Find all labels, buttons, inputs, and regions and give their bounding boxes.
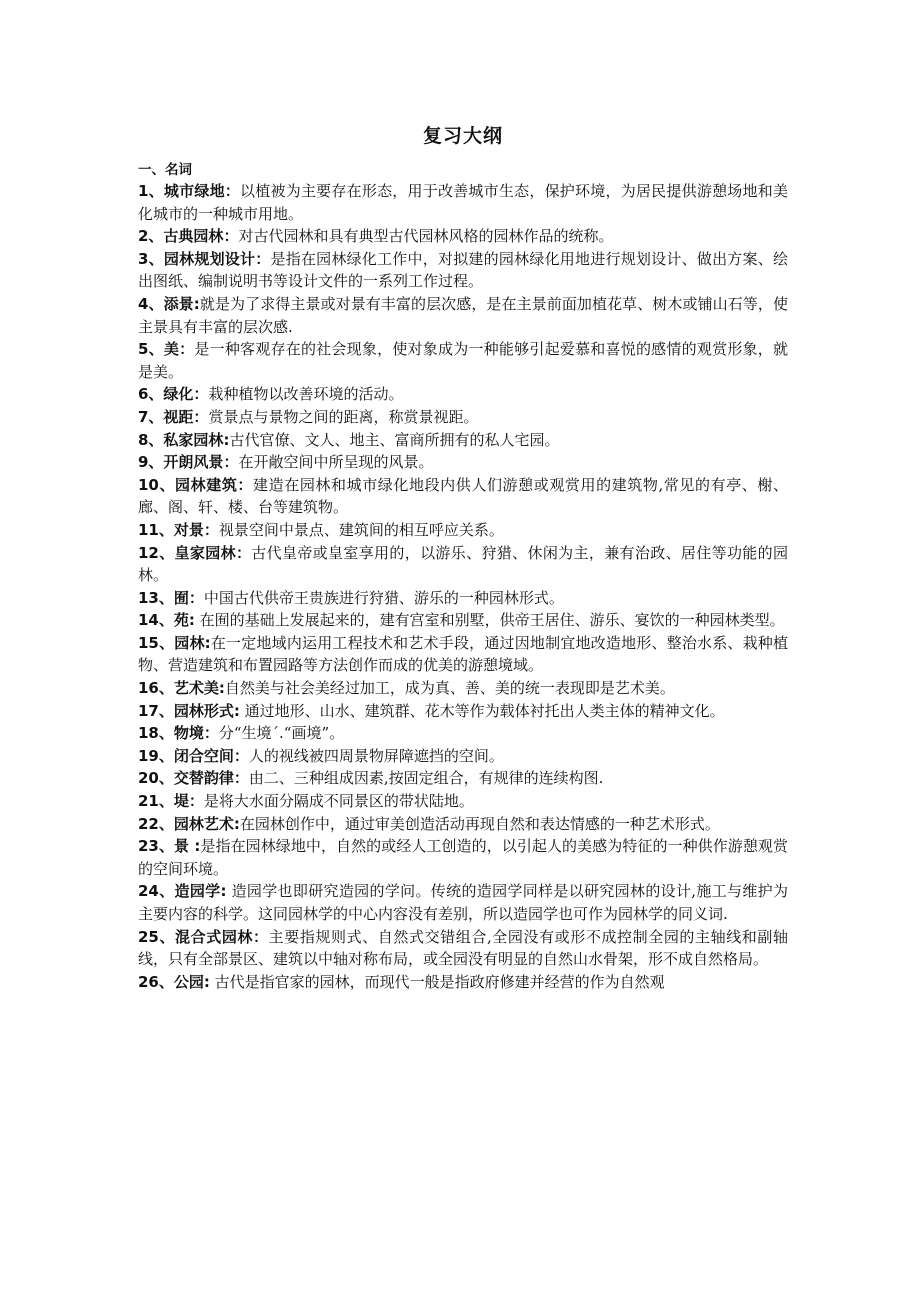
- glossary-term: 4、添景:: [138, 294, 200, 313]
- glossary-term: 12、皇家园林：: [138, 543, 252, 562]
- glossary-entry: [138, 180, 788, 225]
- glossary-term: 7、视距：: [138, 407, 209, 426]
- glossary-entry: [138, 677, 788, 700]
- glossary-entry: [138, 406, 788, 429]
- glossary-entry: [138, 767, 788, 790]
- glossary-term: 14、苑:: [138, 611, 195, 630]
- glossary-term: 24、造园学:: [138, 882, 227, 901]
- glossary-definition: 以植被为主要存在形态，用于改善城市生态，保护环境，为居民提供游憩场地和美化城市的一种城市用地。: [138, 182, 788, 223]
- glossary-entry: [138, 383, 788, 406]
- glossary-term: 26、公园:: [138, 972, 210, 991]
- glossary-term: 16、艺术美:: [138, 679, 225, 698]
- glossary-definition: 在一定地域内运用工程技术和艺术手段，通过因地制宜地改造地形、整治水系、栽种植物、营造建筑和布置园路等方法创作而成的优美的游憩境域。: [138, 633, 788, 675]
- glossary-definition: 是一种客观存在的社会现象，使对象成为一种能够引起爱慕和喜悦的感情的观赏形象，就是美。: [138, 340, 789, 381]
- glossary-term: 11、对景：: [138, 520, 219, 539]
- glossary-entry: [138, 474, 788, 519]
- glossary-entry: [138, 293, 788, 338]
- glossary-term: 21、堤：: [138, 792, 204, 811]
- glossary-entry: [138, 745, 788, 768]
- glossary-entry: [138, 813, 788, 836]
- glossary-entry: [138, 542, 788, 587]
- glossary-term: 6、绿化：: [138, 385, 209, 404]
- glossary-definition: 在开敞空间中所呈现的风景。: [238, 453, 434, 472]
- glossary-term: 18、物境：: [138, 724, 219, 743]
- glossary-definition: 古代官僚、文人、地主、富商所拥有的私人宅园。: [229, 430, 560, 449]
- glossary-term: 23、景 :: [138, 837, 201, 856]
- glossary-entry: [138, 790, 788, 813]
- page-title: 复习大纲: [422, 125, 503, 147]
- glossary-definition: 古代是指官家的园林，而现代一般是指政府修建并经营的作为自然观: [209, 972, 665, 991]
- glossary-entry: [138, 971, 788, 994]
- glossary-entry: [138, 429, 788, 452]
- glossary-definition: 对古代园林和具有典型古代园林风格的园林作品的统称。: [238, 227, 614, 246]
- glossary-term: 10、园林建筑：: [138, 475, 254, 494]
- glossary-definition: 栽种植物以改善环境的活动。: [208, 385, 404, 404]
- glossary-term: 9、开朗风景：: [138, 453, 239, 472]
- glossary-entry: [138, 926, 788, 971]
- glossary-definition: 由二、三种组成因素,按固定组合，有规律的连续构图.: [248, 769, 604, 788]
- glossary-definition: 就是为了求得主景或对景有丰富的层次感，是在主景前面加植花草、树木或铺山石等，使主景具有丰富的层次感.: [138, 294, 789, 336]
- glossary-term: 13、囿：: [138, 588, 204, 607]
- glossary-definition: 是指在园林绿化工作中，对拟建的园林绿化用地进行规划设计、做出方案、绘出图纸、编制说明书等设计文件的一系列工作过程。: [138, 249, 788, 291]
- glossary-definition: 通过地形、山水、建筑群、花木等作为载体衬托出人类主体的精神文化。: [239, 701, 725, 720]
- glossary-definition: 造园学也即研究造园的学问。传统的造园学同样是以研究园林的设计,施工与维护为主要内容的科学。这同园林学的中心内容没有差别，所以造园学也可作为园林学的同义词.: [138, 882, 789, 923]
- glossary-definition: 赏景点与景物之间的距离，称赏景视距。: [208, 407, 479, 426]
- glossary-entry: [138, 632, 788, 677]
- document-page: [138, 122, 788, 993]
- glossary-entry: [138, 609, 788, 632]
- glossary-definition: 是指在园林绿地中，自然的或经人工创造的，以引起人的美感为特征的一种供作游憩观赏的空间环境。: [138, 837, 788, 878]
- glossary-term: 1、城市绿地：: [138, 182, 241, 200]
- glossary-term: 8、私家园林:: [138, 430, 230, 449]
- glossary-term: 22、园林艺术:: [138, 814, 240, 833]
- glossary-term: 17、园林形式:: [138, 701, 240, 720]
- section-heading: 一、名词: [138, 162, 192, 178]
- glossary-definition: 自然美与社会美经过加工，成为真、善、美的统一表现即是艺术美。: [224, 679, 675, 698]
- glossary-term: 3、园林规划设计：: [138, 249, 271, 268]
- glossary-term: 5、美：: [138, 340, 195, 359]
- glossary-definition: 主要指规则式、自然式交错组合,全园没有或形不成控制全园的主轴线和副轴线，只有全部景区、建筑以中轴对称布局，或全园没有明显的自然山水骨架，形不成自然格局。: [138, 927, 788, 969]
- glossary-definition: 是将大水面分隔成不同景区的带状陆地。: [203, 792, 474, 811]
- glossary-entry: [138, 722, 788, 745]
- glossary-definition: 在囿的基础上发展起来的，建有宫室和别墅，供帝王居住、游乐、宴饮的一种园林类型。: [194, 611, 785, 630]
- glossary-entry: [138, 835, 788, 880]
- glossary-entry: [138, 451, 788, 474]
- glossary-definition: 分“生境ˊ.“画境”。: [218, 724, 345, 743]
- glossary-entry: [138, 700, 788, 723]
- glossary-definition: 建造在园林和城市绿化地段内供人们游憩或观赏用的建筑物,常见的有亭、榭、廊、阁、轩、楼、台等建筑物。: [138, 475, 788, 517]
- glossary-term: 15、园林:: [138, 633, 211, 652]
- glossary-entry: [138, 587, 788, 610]
- glossary-definition: 视景空间中景点、建筑间的相互呼应关系。: [218, 520, 504, 539]
- glossary-term: 19、闭合空间：: [138, 746, 249, 765]
- glossary-term: 25、混合式园林：: [138, 927, 269, 946]
- glossary-entry: [138, 519, 788, 542]
- glossary-definition: 古代皇帝或皇室享用的，以游乐、狩猎、休闲为主，兼有治政、居住等功能的园林。: [138, 543, 789, 585]
- glossary-entry: [138, 225, 788, 248]
- glossary-term: 2、古典园林：: [138, 227, 239, 246]
- glossary-entry: [138, 880, 788, 925]
- glossary-definition: 中国古代供帝王贵族进行狩猎、游乐的一种园林形式。: [203, 588, 564, 607]
- glossary-definition: 在园林创作中，通过审美创造活动再现自然和表达情感的一种艺术形式。: [239, 814, 720, 833]
- glossary-list: [138, 180, 788, 993]
- glossary-entry: [138, 338, 788, 383]
- glossary-entry: [138, 248, 788, 293]
- glossary-definition: 人的视线被四周景物屏障遮挡的空间。: [248, 746, 504, 765]
- glossary-term: 20、交替韵律：: [138, 769, 249, 788]
